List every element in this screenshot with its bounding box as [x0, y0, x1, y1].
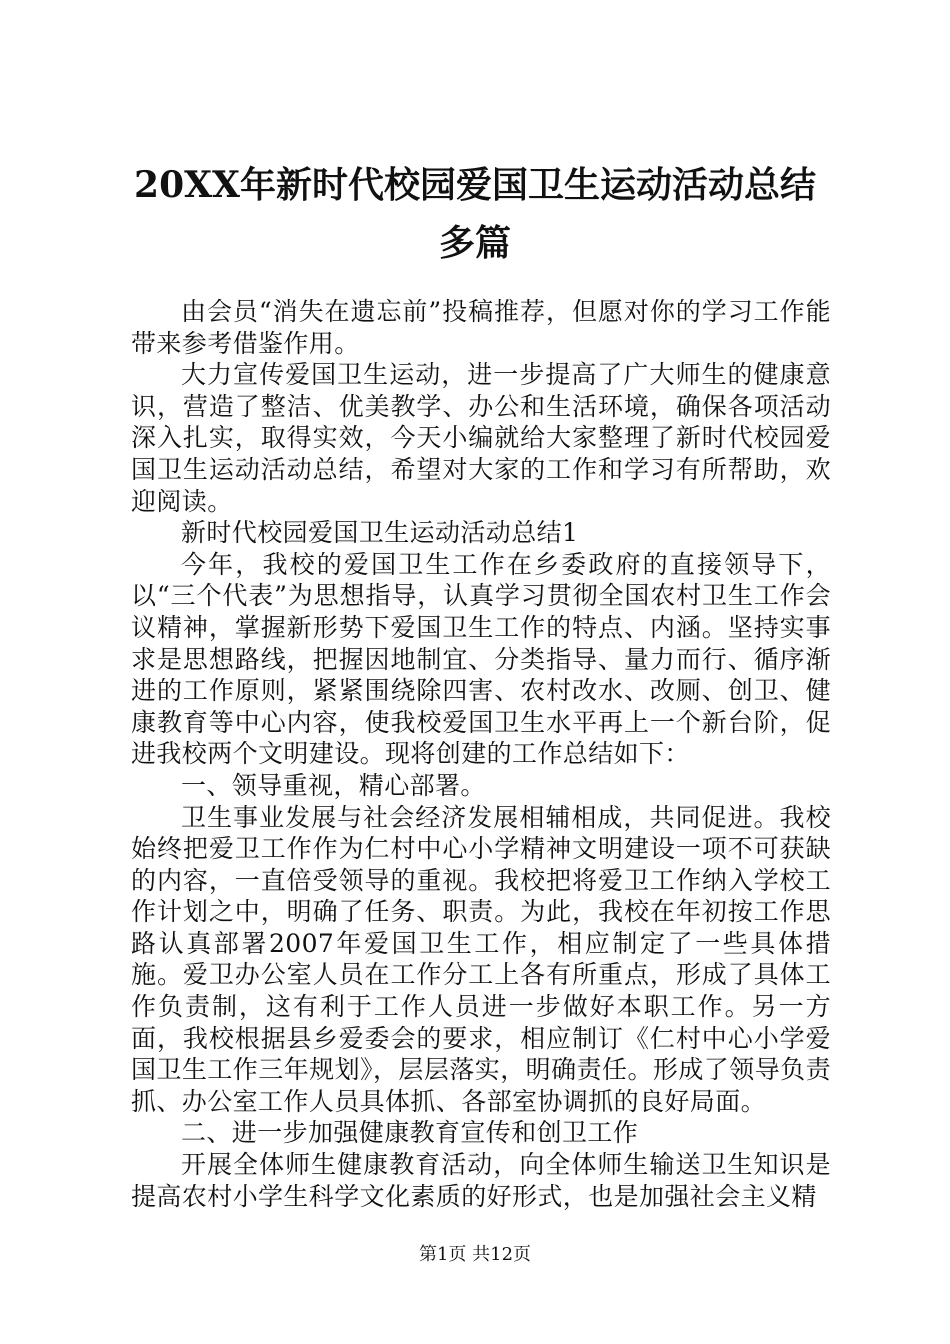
- document-body: [131, 296, 831, 1212]
- paragraph: 今年，我校的爱国卫生工作在乡委政府的直接领导下，以“三个代表”为思想指导，认真学习贯彻全国农村卫生工作会议精神，掌握新形势下爱国卫生工作的特点、内涵。坚持实事求是思想路线，把握因地制宜、分类指导、量力而行、循序渐进的工作原则，紧紧围绕除四害、农村改水、改厕、创卫、健康教育等中心内容，使我校爱国卫生水平再上一个新台阶，促进我校两个文明建设。现将创建的工作总结如下：: [131, 549, 831, 769]
- page-number-label: 第1页 共12页: [418, 1244, 532, 1265]
- document-title: 20XX年新时代校园爱国卫生运动活动总结多篇: [134, 164, 816, 264]
- subheading-health-education: 二、进一步加强健康教育宣传和创卫工作: [181, 1118, 639, 1148]
- subheading-leadership: 一、领导重视，精心部署。: [181, 770, 486, 800]
- paragraph: 卫生事业发展与社会经济发展相辅相成，共同促进。我校始终把爱卫工作作为仁村中心小学精神文明建设一项不可获缺的内容，一直倍受领导的重视。我校把将爱卫工作纳入学校工作计划之中，明确了任务、职责。为此，我校在年初按工作思路认真部署2007年爱国卫生工作，相应制定了一些具体措施。爱卫办公室人员在工作分工上各有所重点，形成了具体工作负责制，这有利于工作人员进一步做好本职工作。另一方面，我校根据县乡爱委会的要求，相应制订《仁村中心小学爱国卫生工作三年规划》，层层落实，明确责任。形成了领导负责抓、办公室工作人员具体抓、各部室协调抓的良好局面。: [131, 802, 831, 1116]
- section-heading-1: 新时代校园爱国卫生运动活动总结1: [181, 518, 579, 548]
- page-footer: [0, 1243, 950, 1267]
- paragraph-summary: 大力宣传爱国卫生运动，进一步提高了广大师生的健康意识，营造了整洁、优美教学、办公和生活环境，确保各项活动深入扎实，取得实效，今天小编就给大家整理了新时代校园爱国卫生运动活动总结，希望对大家的工作和学习有所帮助，欢迎阅读。: [131, 360, 831, 516]
- paragraph: 开展全体师生健康教育活动，向全体师生输送卫生知识是提高农村小学生科学文化素质的好形式，也是加强社会主义精: [131, 1150, 831, 1211]
- paragraph-intro: 由会员“消失在遗忘前”投稿推荐，但愿对你的学习工作能带来参考借鉴作用。: [131, 297, 831, 358]
